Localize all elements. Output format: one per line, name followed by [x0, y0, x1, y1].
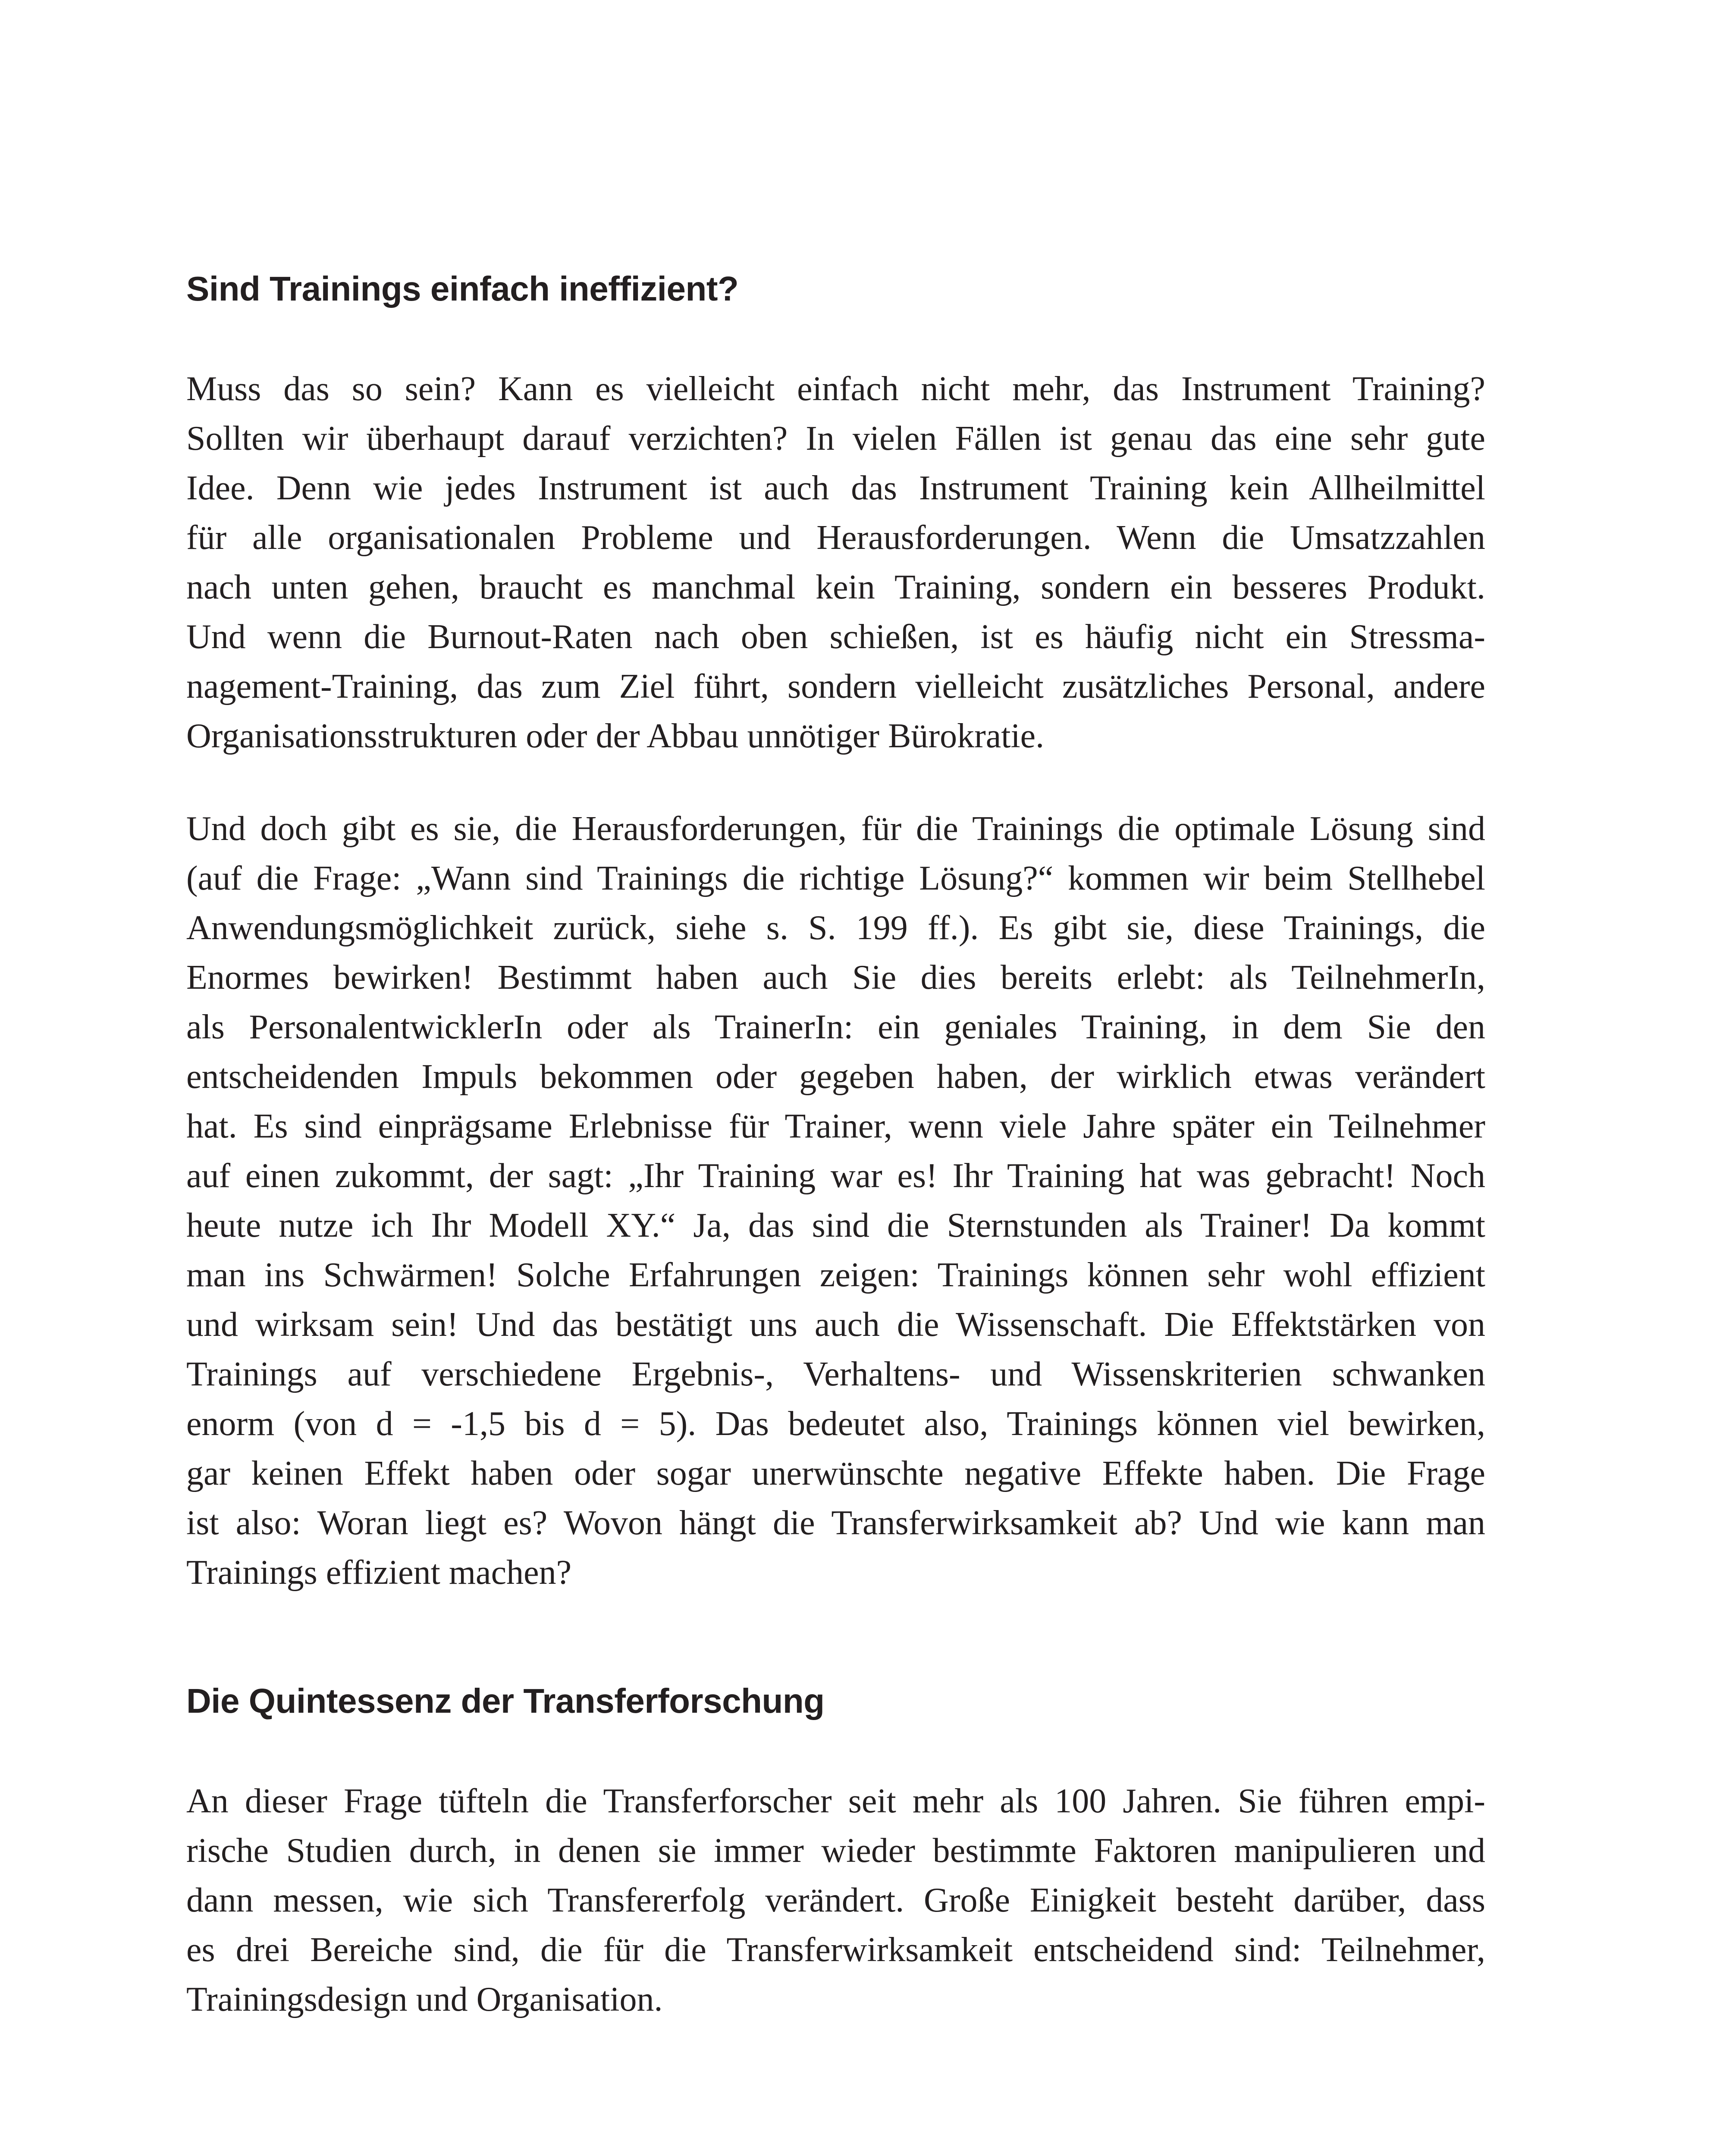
paragraph-2 [186, 804, 1485, 1598]
text-line: gar keinen Effekt haben oder sogar unerwünschte negative Effekte haben. Die Frage [186, 1454, 1485, 1492]
text-line: als PersonalentwicklerIn oder als TrainerIn: ein geniales Training, in dem Sie den [186, 1008, 1485, 1046]
text-line: Idee. Denn wie jedes Instrument ist auch das Instrument Training kein Allheilmittel [186, 469, 1485, 507]
paragraph-3 [186, 1777, 1485, 2024]
text-line: es drei Bereiche sind, die für die Transferwirksamkeit entscheidend sind: Teilnehmer, [186, 1931, 1485, 1969]
text-line: Trainings auf verschiedene Ergebnis-, Verhaltens- und Wissenskriterien schwanken [186, 1355, 1485, 1393]
text-line: Muss das so sein? Kann es vielleicht einfach nicht mehr, das Instrument Training? [186, 370, 1485, 408]
text-line: nagement-Training, das zum Ziel führt, sondern vielleicht zusätzliches Personal, andere [186, 667, 1485, 705]
text-line: hat. Es sind einprägsame Erlebnisse für Trainer, wenn viele Jahre später ein Teilnehmer [186, 1107, 1485, 1145]
text-line: Organisationsstrukturen oder der Abbau unnötiger Bürokratie. [186, 717, 1045, 755]
text-line: Und doch gibt es sie, die Herausforderungen, für die Trainings die optimale Lösung sind [186, 810, 1485, 848]
text-line: nach unten gehen, braucht es manchmal kein Training, sondern ein besseres Produkt. [186, 568, 1485, 606]
text-line: enorm (von d = -1,5 bis d = 5). Das bedeutet also, Trainings können viel bewirken, [186, 1405, 1485, 1443]
section-heading-2: Die Quintessenz der Transferforschung [186, 1682, 825, 1720]
text-line: Enormes bewirken! Bestimmt haben auch Sie dies bereits erlebt: als TeilnehmerIn, [186, 959, 1485, 997]
text-line: rische Studien durch, in denen sie immer wieder bestimmte Faktoren manipulieren und [186, 1832, 1485, 1870]
text-line: dann messen, wie sich Transfererfolg verändert. Große Einigkeit besteht darüber, dass [186, 1881, 1485, 1919]
text-line: ist also: Woran liegt es? Wovon hängt die Transferwirksamkeit ab? Und wie kann man [186, 1504, 1485, 1542]
text-line: man ins Schwärmen! Solche Erfahrungen zeigen: Trainings können sehr wohl effizient [186, 1256, 1485, 1294]
text-line: An dieser Frage tüfteln die Transferforscher seit mehr als 100 Jahren. Sie führen empi- [186, 1782, 1485, 1820]
text-line: für alle organisationalen Probleme und Herausforderungen. Wenn die Umsatzzahlen [186, 519, 1485, 557]
text-line: Trainingsdesign und Organisation. [186, 1981, 663, 2018]
text-line: heute nutze ich Ihr Modell XY.“ Ja, das sind die Sternstunden als Trainer! Da kommt [186, 1206, 1485, 1244]
text-line: Trainings effizient machen? [186, 1554, 572, 1592]
text-line: (auf die Frage: „Wann sind Trainings die richtige Lösung?“ kommen wir beim Stellhebel [186, 859, 1485, 897]
text-line: Und wenn die Burnout-Raten nach oben schießen, ist es häufig nicht ein Stressma- [186, 618, 1485, 656]
text-line: Sollten wir überhaupt darauf verzichten? In vielen Fällen ist genau das eine sehr gute [186, 420, 1485, 458]
text-line: auf einen zukommt, der sagt: „Ihr Training war es! Ihr Training hat was gebracht! Noch [186, 1157, 1485, 1195]
section-heading-1: Sind Trainings einfach ineffizient? [186, 270, 739, 308]
text-line: Anwendungsmöglichkeit zurück, siehe s. S. 199 ff.). Es gibt sie, diese Trainings, die [186, 909, 1485, 947]
text-line: entscheidenden Impuls bekommen oder gegeben haben, der wirklich etwas verändert [186, 1058, 1485, 1096]
text-line: und wirksam sein! Und das bestätigt uns auch die Wissenschaft. Die Effektstärken von [186, 1306, 1485, 1344]
paragraph-1 [186, 364, 1485, 761]
